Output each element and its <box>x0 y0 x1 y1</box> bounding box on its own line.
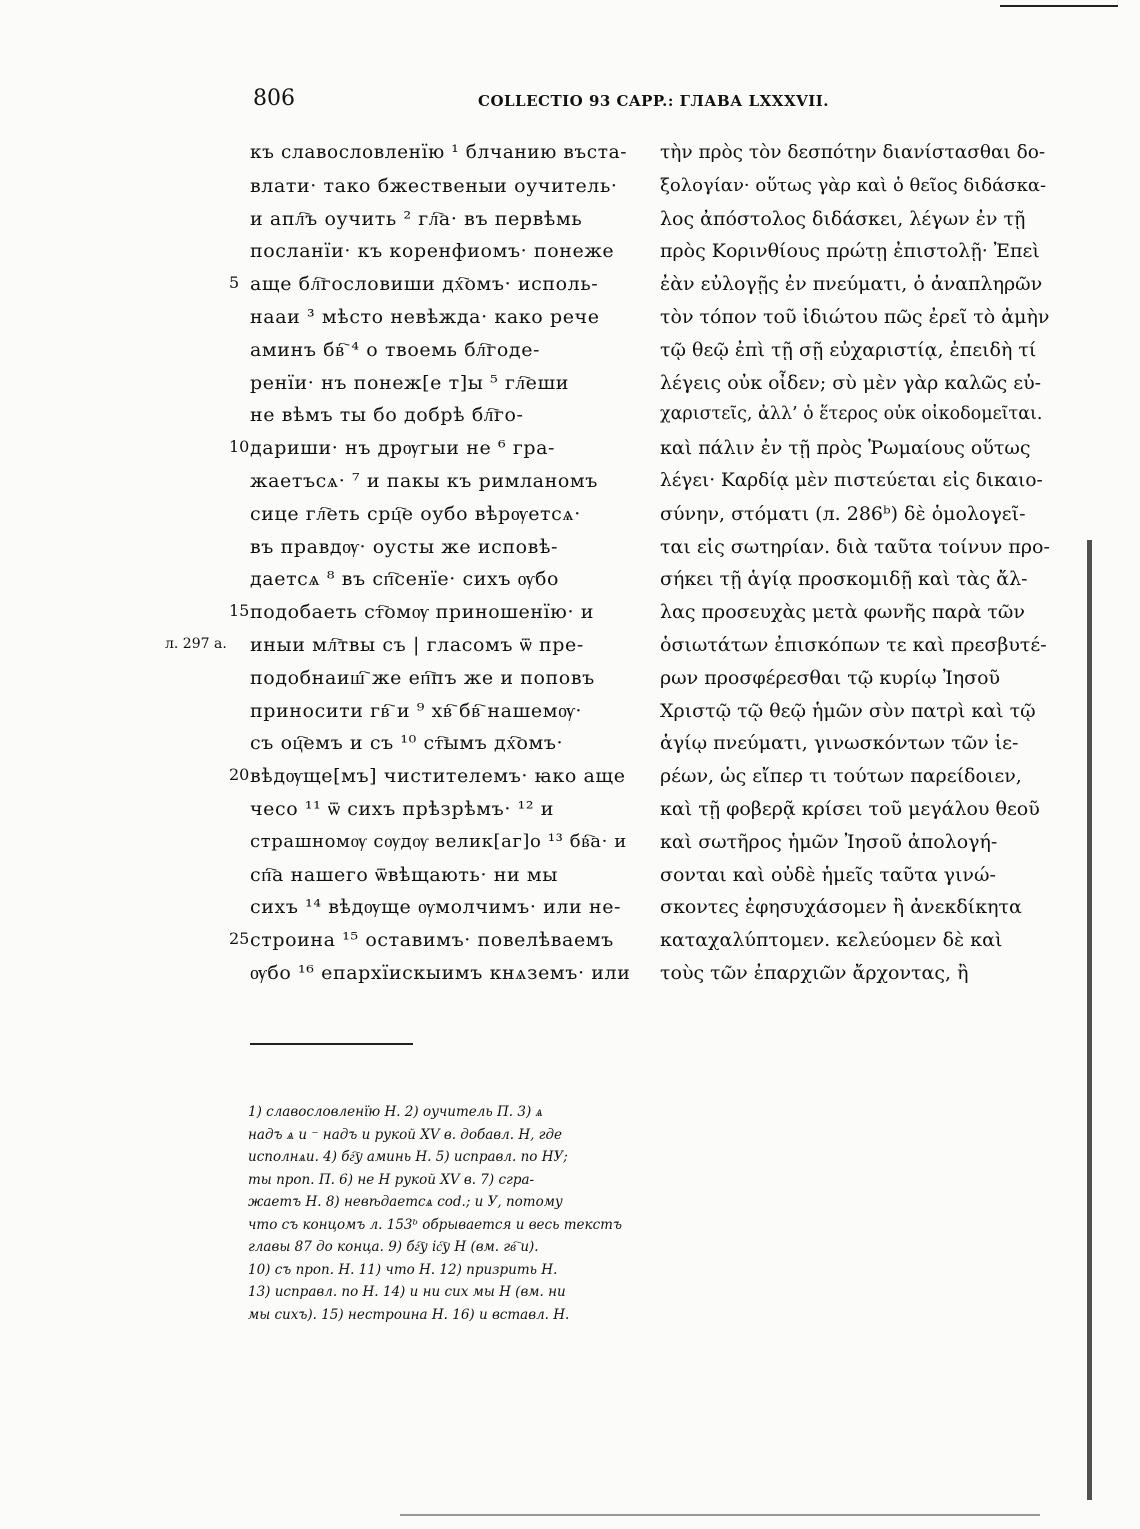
greek-line: σονται καὶ οὐδὲ ἡμεῖς ταῦτα γινώ- <box>660 863 996 886</box>
bottom-edge-rule <box>400 1514 1040 1516</box>
slavonic-line: въ правдѹ· оусты же исповѣ- <box>250 535 559 558</box>
running-head: COLLECTIO 93 CAPP.: ГЛАВА LXXXVII. <box>478 92 829 110</box>
greek-line: ἁγίῳ πνεύματι, γινωσκόντων τῶν ἱε- <box>660 732 1019 755</box>
slavonic-line: ренїи· нъ понеж[е т]ы ⁵ гл҇еши <box>250 371 570 394</box>
slavonic-line: влати· тако бжественыи оучитель· <box>250 174 618 197</box>
footnote-line: 1) славословленїю Н. 2) оучитель П. 3) ѧ <box>248 1104 543 1120</box>
greek-line: καὶ πάλιν ἐν τῇ πρὸς Ῥωμαίους οὕτως <box>660 437 1031 460</box>
greek-line: ἐὰν εὐλογῇς ἐν πνεύματι, ὁ ἀναπληρῶν <box>660 273 1043 296</box>
footnote-line: жаетъ Н. 8) невѣдаетсѧ cod.; и У, потому <box>248 1194 563 1210</box>
greek-line: λος ἀπόστολος διδάσκει, λέγων ἐν τῇ <box>660 207 1026 230</box>
slavonic-line: вѣдѹще[мъ] чистителемъ· ꙗко аще <box>250 765 626 788</box>
greek-line: καταχαλύπτομεν. κελεύομεν δὲ καὶ <box>660 929 1003 952</box>
slavonic-line: строина ¹⁵ оставимъ· повелѣваемъ <box>250 929 614 952</box>
slavonic-line: ѹбо ¹⁶ епархїискыимъ кнѧземъ· или <box>250 962 631 984</box>
slavonic-line: съ оц҇емъ и съ ¹⁰ ст҇ымъ дх҇омъ· <box>250 732 564 755</box>
line-number: 20 <box>229 765 250 784</box>
slavonic-line: дариши· нъ дрѹгыи не ⁶ гра- <box>250 437 556 460</box>
greek-line: λέγει· Καρδίᾳ μὲν πιστεύεται εἰς δικαιο- <box>660 470 1043 491</box>
footnote-line: надъ ѧ и ⁻ надъ и рукой XV в. добавл. Н, где <box>248 1126 563 1143</box>
greek-line: καὶ σωτῆρος ἡμῶν Ἰησοῦ ἀπολογή- <box>660 830 998 853</box>
greek-line: ξολογίαν· οὕτως γὰρ καὶ ὁ θεῖος διδάσκα- <box>660 174 1047 196</box>
slavonic-line: жаетъсѧ· ⁷ и пакы къ римланомъ <box>250 470 598 492</box>
footnote-line: 13) исправл. по Н. 14) и ни сих мы Н (вм. ни <box>248 1284 566 1300</box>
slavonic-line: сице гл҇еть срц҇е оубо вѣрѹетсѧ· <box>250 502 581 525</box>
slavonic-line: страшномѹ сѹдѹ велик[аг]о ¹³ бв҇а· и <box>250 830 627 852</box>
slavonic-line: подобнаиш҇ же еп҇пъ же и поповъ <box>250 666 595 689</box>
footnote-line: мы сихъ). 15) нестроина Н. 16) и вставл. Н. <box>248 1306 570 1323</box>
greek-line: λέγεις οὐκ οἶδεν; σὺ μὲν γὰρ καλῶς εὐ- <box>660 371 1042 394</box>
greek-line: χαριστεῖς, ἀλλ’ ὁ ἕτερος οὐκ οἰκοδομεῖται. <box>660 404 1043 425</box>
greek-line: τῷ θεῷ ἐπὶ τῇ σῇ εὐχαριστίᾳ, ἐπειδὴ τί <box>660 338 1037 361</box>
slavonic-line: приносити гв҇ и ⁹ хв҇ бв҇ нашемѹ· <box>250 699 583 722</box>
greek-line: τοὺς τῶν ἐπαρχιῶν ἄρχοντας, ἢ <box>660 962 969 984</box>
slavonic-line: иныи мл҇твы съ | гласомъ ѿ пре- <box>250 634 584 656</box>
greek-line: λας προσευχὰς μετὰ φωνῆς παρὰ τῶν <box>660 601 1025 624</box>
footnote-line: исполнѧи. 4) бг҇у аминь Н. 5) исправл. по НУ; <box>248 1149 568 1165</box>
folio-marker: л. 297 a. <box>165 636 227 652</box>
slavonic-line: сихъ ¹⁴ вѣдѹще ѹмолчимъ· или не- <box>250 896 622 919</box>
line-number: 10 <box>229 437 250 456</box>
page-number: 806 <box>253 86 295 111</box>
footnote-line: ты проп. П. 6) не Н рукой XV в. 7) сгра- <box>248 1171 535 1188</box>
greek-line: ὁσιωτάτων ἐπισκόπων τε καὶ πρεσβυτέ- <box>660 634 1047 656</box>
footnote-rule <box>250 1043 413 1045</box>
slavonic-line: не вѣмъ ты бо добрѣ бл҇го- <box>250 404 524 427</box>
greek-line: τὴν πρὸς τὸν δεσπότην διανίστασθαι δο- <box>660 142 1046 163</box>
slavonic-line: аминъ бв҇ ⁴ о твоемь бл҇годе- <box>250 338 541 361</box>
top-edge-rule <box>1000 5 1118 7</box>
slavonic-line: аще бл҇гословиши дх҇омъ· исполь- <box>250 273 599 296</box>
slavonic-line: чесо ¹¹ ѿ сихъ прѣзрѣмъ· ¹² и <box>250 798 554 820</box>
slavonic-line: даетсѧ ⁸ въ сп҇сенїе· сихъ ѹбо <box>250 568 560 591</box>
slavonic-line: посланїи· къ коренфиомъ· понеже <box>250 240 615 263</box>
page-edge-shadow <box>1087 540 1092 1500</box>
slavonic-line: подобаеть ст҇омѹ приношенїю· и <box>250 601 594 624</box>
greek-line: καὶ τῇ φοβερᾷ κρίσει τοῦ μεγάλου θεοῦ <box>660 798 1040 820</box>
greek-line: σήκει τῇ ἁγίᾳ προσκομιδῇ καὶ τὰς ἄλ- <box>660 568 1028 591</box>
line-number: 5 <box>229 273 240 292</box>
slavonic-line: нааи ³ мѣсто невѣжда· како рече <box>250 306 600 328</box>
greek-line: ρων προσφέρεσθαι τῷ κυρίῳ Ἰησοῦ <box>660 666 1001 689</box>
line-number: 25 <box>229 929 250 948</box>
greek-line: ρέων, ὡς εἴπερ τι τούτων παρείδοιεν, <box>660 765 1022 788</box>
line-number: 15 <box>229 601 250 620</box>
slavonic-line: къ славословленїю ¹ блчанию въста- <box>250 142 628 163</box>
greek-line: σύνην, στόματι (л. 286ᵇ) δὲ ὁμολογεῖ- <box>660 502 1026 525</box>
footnote-line: что съ концомъ л. 153ᵇ обрывается и весь текстъ <box>248 1216 622 1233</box>
greek-line: ται εἰς σωτηρίαν. διὰ ταῦτα τοίνυν προ- <box>660 535 1050 558</box>
footnote-line: 10) съ проп. Н. 11) что Н. 12) призрить Н. <box>248 1261 558 1278</box>
greek-line: τὸν τόπον τοῦ ἰδιώτου πῶς ἐρεῖ τὸ ἀμὴν <box>660 306 1050 328</box>
slavonic-line: и апл҇ъ оучить ² гл҇а· въ первѣмь <box>250 207 583 230</box>
footnote-line: главы 87 до конца. 9) бг҇у іс҇у Н (вм. гв҇ и). <box>248 1239 539 1255</box>
slavonic-line: сп҇а нашего ѿвѣщають· ни мы <box>250 863 559 886</box>
greek-line: Χριστῷ τῷ θεῷ ἡμῶν σὺν πατρὶ καὶ τῷ <box>660 699 1036 722</box>
greek-line: σκοντες ἐφησυχάσομεν ἢ ἀνεκδίκητα <box>660 896 1022 919</box>
greek-line: πρὸς Κορινθίους πρώτῃ ἐπιστολῇ· Ἐπεὶ <box>660 240 1040 263</box>
